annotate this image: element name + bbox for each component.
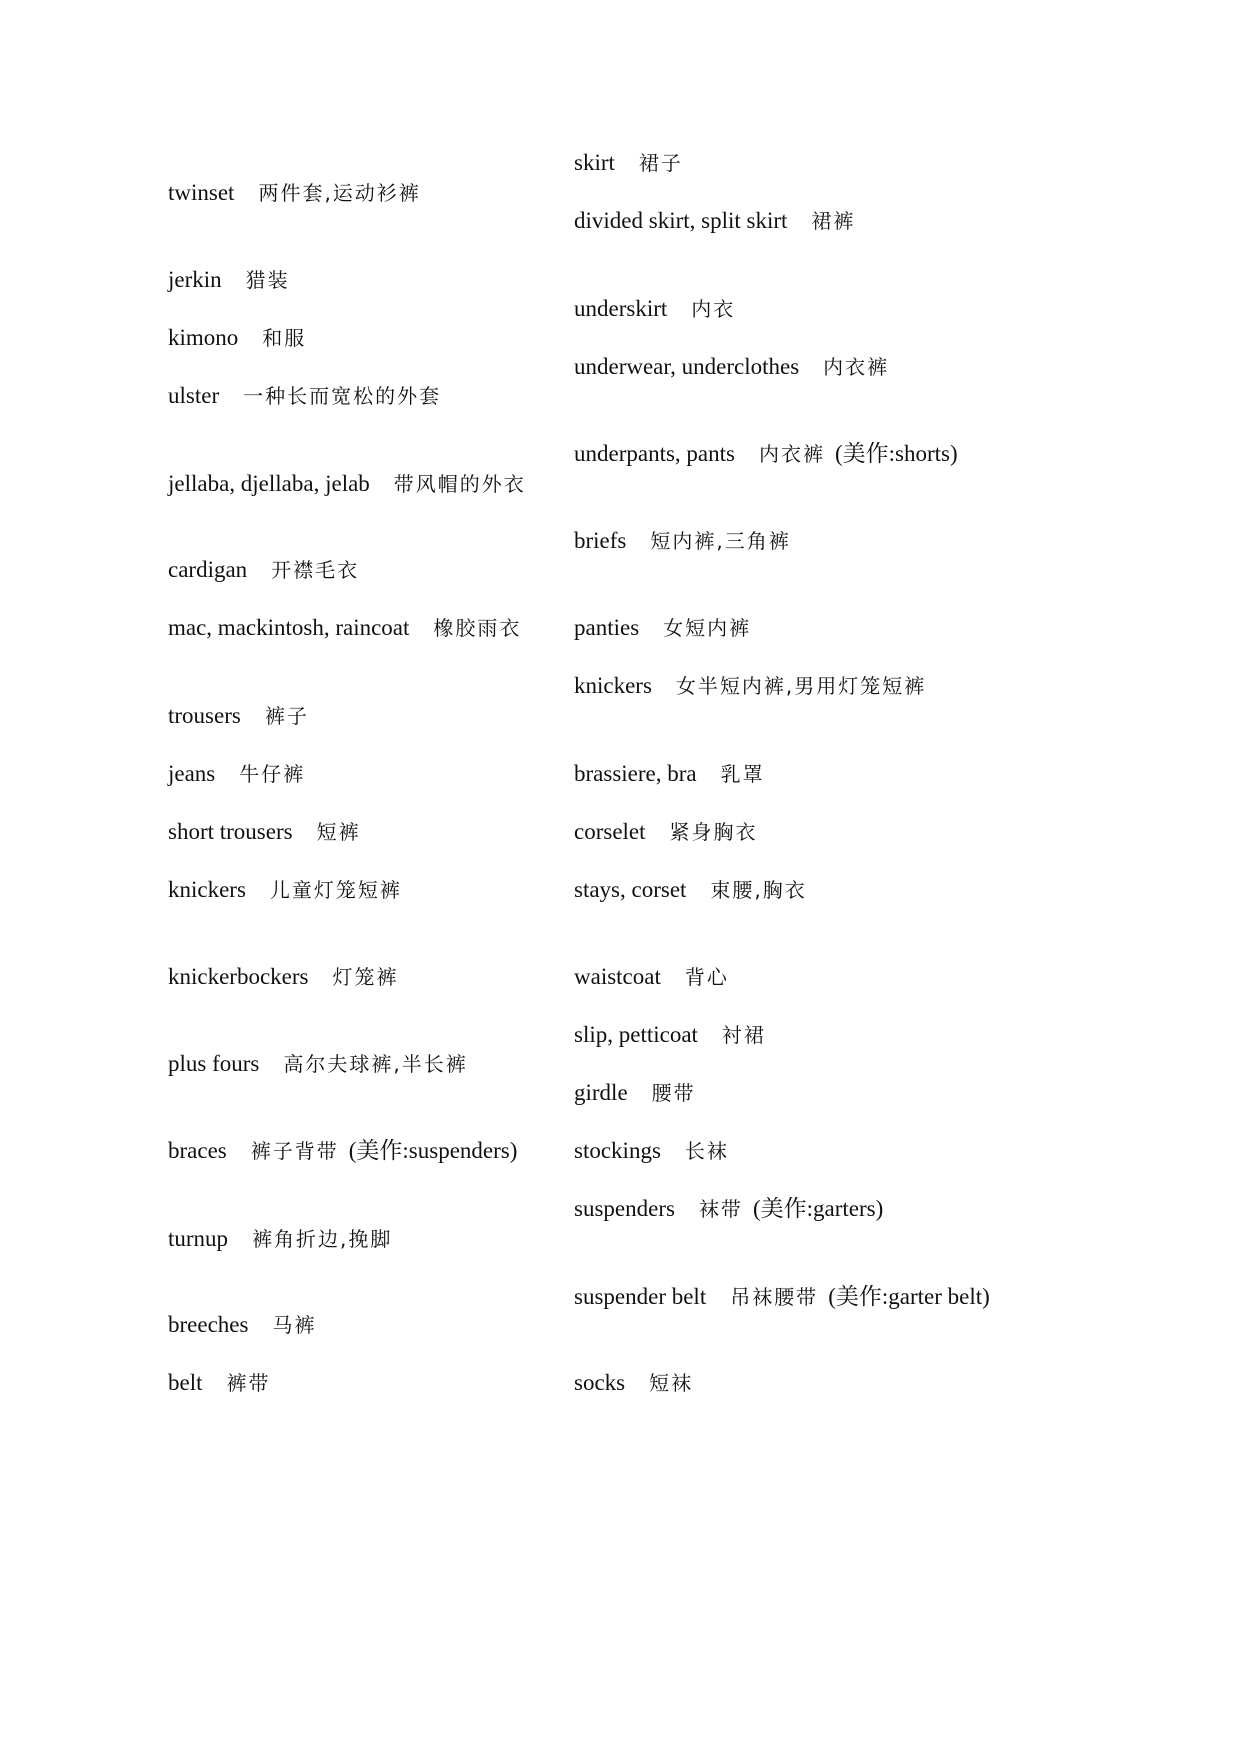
chinese-translation: 橡胶雨衣 xyxy=(433,616,522,640)
english-term: stockings xyxy=(574,1138,661,1163)
chinese-translation: 高尔夫球裤,半长裤 xyxy=(283,1052,468,1076)
vocab-entry xyxy=(574,1194,883,1224)
chinese-translation: 马裤 xyxy=(272,1313,317,1337)
vocab-entry xyxy=(168,1049,468,1079)
english-term: underpants, pants xyxy=(574,441,735,466)
chinese-translation: 内衣裤 xyxy=(758,442,825,466)
american-note: (美作:shorts) xyxy=(834,441,958,466)
chinese-translation: 裙裤 xyxy=(811,209,856,233)
american-note: (美作:garter belt) xyxy=(828,1284,990,1309)
vocab-entry xyxy=(574,759,765,789)
vocab-entry xyxy=(574,352,889,382)
vocab-entry xyxy=(574,1136,729,1166)
english-term: knickers xyxy=(168,877,246,902)
chinese-translation: 裤带 xyxy=(226,1371,271,1395)
vocab-entry xyxy=(574,148,683,178)
chinese-translation: 束腰,胸衣 xyxy=(710,878,807,902)
chinese-translation: 背心 xyxy=(684,965,729,989)
chinese-translation: 乳罩 xyxy=(720,762,765,786)
english-term: kimono xyxy=(168,325,239,350)
english-term: brassiere, bra xyxy=(574,761,697,786)
chinese-translation: 带风帽的外衣 xyxy=(393,472,526,496)
english-term: slip, petticoat xyxy=(574,1022,698,1047)
chinese-translation: 紧身胸衣 xyxy=(669,820,758,844)
vocab-entry xyxy=(574,526,791,556)
chinese-translation: 女半短内裤,男用灯笼短裤 xyxy=(675,674,927,698)
chinese-translation: 裤子背带 xyxy=(250,1139,339,1163)
english-term: breeches xyxy=(168,1312,249,1337)
chinese-translation: 裤子 xyxy=(264,704,309,728)
chinese-translation: 和服 xyxy=(262,326,307,350)
vocab-entry xyxy=(168,265,290,295)
vocab-entry xyxy=(574,962,729,992)
chinese-translation: 开襟毛衣 xyxy=(271,558,360,582)
vocab-entry xyxy=(168,323,306,353)
vocab-entry xyxy=(168,1136,517,1166)
vocab-entry xyxy=(168,1368,271,1398)
vocab-entry xyxy=(168,555,359,585)
vocab-entry xyxy=(574,294,735,324)
english-term: turnup xyxy=(168,1226,229,1251)
american-note: (美作:garters) xyxy=(752,1196,884,1221)
english-term: plus fours xyxy=(168,1051,260,1076)
english-term: trousers xyxy=(168,703,241,728)
english-term: panties xyxy=(574,615,640,640)
vocab-entry xyxy=(168,817,361,847)
chinese-translation: 女短内裤 xyxy=(663,616,752,640)
english-term: jeans xyxy=(168,761,216,786)
vocab-entry xyxy=(168,381,441,411)
vocab-entry xyxy=(574,875,807,905)
vocab-entry xyxy=(168,178,421,208)
chinese-translation: 裤角折边,挽脚 xyxy=(252,1227,393,1251)
chinese-translation: 衬裙 xyxy=(721,1023,766,1047)
english-term: suspenders xyxy=(574,1196,675,1221)
vocab-entry xyxy=(574,817,758,847)
chinese-translation: 两件套,运动衫裤 xyxy=(258,181,421,205)
english-term: short trousers xyxy=(168,819,293,844)
english-term: ulster xyxy=(168,383,220,408)
chinese-translation: 长袜 xyxy=(684,1139,729,1163)
english-term: underwear, underclothes xyxy=(574,354,800,379)
english-term: cardigan xyxy=(168,557,248,582)
chinese-translation: 吊袜腰带 xyxy=(730,1285,819,1309)
english-term: skirt xyxy=(574,150,615,175)
vocab-entry xyxy=(168,701,309,731)
english-term: underskirt xyxy=(574,296,668,321)
english-term: corselet xyxy=(574,819,646,844)
vocab-entry xyxy=(574,1020,766,1050)
vocab-entry xyxy=(574,671,926,701)
vocab-entry xyxy=(168,875,402,905)
english-term: knickers xyxy=(574,673,652,698)
chinese-translation: 灯笼裤 xyxy=(332,965,399,989)
chinese-translation: 儿童灯笼短裤 xyxy=(269,878,402,902)
chinese-translation: 袜带 xyxy=(698,1197,743,1221)
vocab-entry xyxy=(574,439,958,469)
chinese-translation: 短内裤,三角裤 xyxy=(650,529,791,553)
vocab-entry xyxy=(168,469,526,499)
vocab-entry xyxy=(574,1078,696,1108)
english-term: twinset xyxy=(168,180,235,205)
chinese-translation: 内衣 xyxy=(691,297,736,321)
english-term: suspender belt xyxy=(574,1284,707,1309)
english-term: knickerbockers xyxy=(168,964,309,989)
vocab-entry xyxy=(574,206,855,236)
english-term: stays, corset xyxy=(574,877,687,902)
chinese-translation: 内衣裤 xyxy=(823,355,890,379)
english-term: belt xyxy=(168,1370,203,1395)
chinese-translation: 裙子 xyxy=(638,151,683,175)
vocab-entry xyxy=(574,613,751,643)
vocab-entry xyxy=(168,613,521,643)
vocab-entry xyxy=(574,1368,693,1398)
english-term: braces xyxy=(168,1138,227,1163)
chinese-translation: 一种长而宽松的外套 xyxy=(243,384,442,408)
vocab-entry xyxy=(168,759,305,789)
english-term: socks xyxy=(574,1370,626,1395)
chinese-translation: 短裤 xyxy=(316,820,361,844)
chinese-translation: 腰带 xyxy=(651,1081,696,1105)
vocab-entry xyxy=(168,1224,392,1254)
vocab-entry xyxy=(574,1273,994,1321)
english-term: mac, mackintosh, raincoat xyxy=(168,615,410,640)
english-term: briefs xyxy=(574,528,627,553)
vocab-entry xyxy=(168,962,399,992)
english-term: girdle xyxy=(574,1080,628,1105)
american-note: (美作:suspenders) xyxy=(348,1138,518,1163)
english-term: jerkin xyxy=(168,267,222,292)
english-term: waistcoat xyxy=(574,964,661,989)
chinese-translation: 牛仔裤 xyxy=(239,762,306,786)
chinese-translation: 猎装 xyxy=(245,268,290,292)
vocab-entry xyxy=(168,1310,316,1340)
english-term: divided skirt, split skirt xyxy=(574,208,788,233)
english-term: jellaba, djellaba, jelab xyxy=(168,471,370,496)
chinese-translation: 短袜 xyxy=(649,1371,694,1395)
